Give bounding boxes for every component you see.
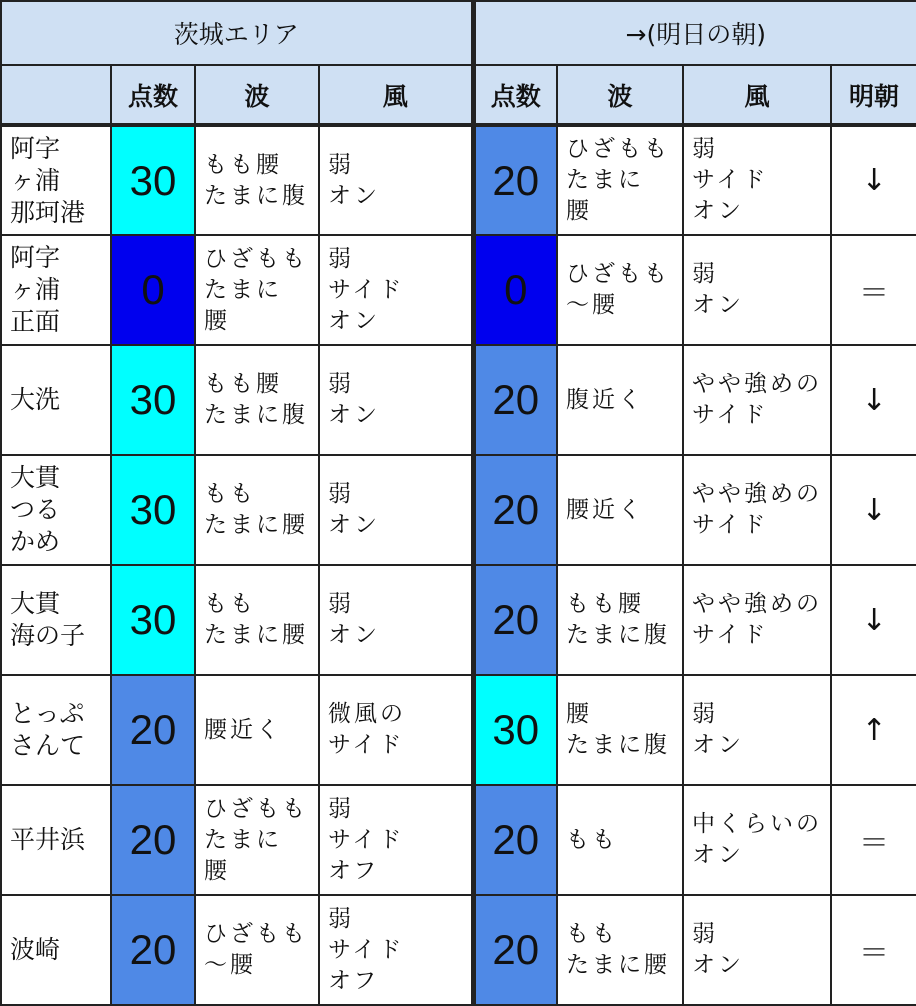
score-tomorrow-cell: 20	[473, 565, 557, 675]
score-cell: 20	[111, 895, 195, 1005]
spot-name: とっぷ さんて	[1, 675, 111, 785]
wind-header: 風	[319, 65, 473, 125]
wind-tomorrow-cell: 弱 オン	[683, 675, 831, 785]
wind-tomorrow-cell: やや強めの サイド	[683, 455, 831, 565]
spot-name: 大貫 海の子	[1, 565, 111, 675]
wind-cell: 弱 オン	[319, 455, 473, 565]
spot-name: 大貫 つる かめ	[1, 455, 111, 565]
wave-tomorrow-cell: ひざもも 〜腰	[557, 235, 683, 345]
table-row	[1, 345, 916, 455]
wind-tomorrow-cell: やや強めの サイド	[683, 345, 831, 455]
score-tomorrow-cell: 0	[473, 235, 557, 345]
wind-tomorrow-cell: 中くらいの オン	[683, 785, 831, 895]
wave-tomorrow-cell: もも	[557, 785, 683, 895]
wave-tomorrow-cell: 腰近く	[557, 455, 683, 565]
score-cell: 0	[111, 235, 195, 345]
wind-tomorrow-cell: 弱 オン	[683, 895, 831, 1005]
trend-header: 明朝	[831, 65, 916, 125]
table-row	[1, 895, 916, 1005]
wind-cell: 弱 サイド オフ	[319, 785, 473, 895]
score-cell: 30	[111, 125, 195, 235]
score-tomorrow-cell: 20	[473, 345, 557, 455]
wave-cell: もも腰 たまに腹	[195, 125, 319, 235]
trend-cell: ↓	[831, 345, 916, 455]
table-row	[1, 785, 916, 895]
wave-cell: ひざもも 〜腰	[195, 895, 319, 1005]
trend-cell: ↓	[831, 455, 916, 565]
wave-cell: ひざもも たまに 腰	[195, 235, 319, 345]
spot-header	[1, 65, 111, 125]
score-tomorrow-cell: 20	[473, 125, 557, 235]
score-cell: 20	[111, 785, 195, 895]
wave-cell: ひざもも たまに 腰	[195, 785, 319, 895]
score-tomorrow-header: 点数	[473, 65, 557, 125]
score-cell: 30	[111, 345, 195, 455]
wave-cell: もも腰 たまに腹	[195, 345, 319, 455]
wave-tomorrow-cell: もも たまに腰	[557, 895, 683, 1005]
table-row	[1, 455, 916, 565]
trend-cell: ＝	[831, 235, 916, 345]
wave-tomorrow-header: 波	[557, 65, 683, 125]
spot-name: 阿字 ヶ浦 那珂港	[1, 125, 111, 235]
wind-cell: 弱 オン	[319, 125, 473, 235]
score-tomorrow-cell: 20	[473, 455, 557, 565]
wind-cell: 弱 オン	[319, 565, 473, 675]
wind-tomorrow-cell: やや強めの サイド	[683, 565, 831, 675]
table-row	[1, 125, 916, 235]
wave-cell: もも たまに腰	[195, 455, 319, 565]
wave-tomorrow-cell: 腰 たまに腹	[557, 675, 683, 785]
wind-cell: 弱 サイド オン	[319, 235, 473, 345]
score-header: 点数	[111, 65, 195, 125]
spot-name: 大洗	[1, 345, 111, 455]
trend-cell: ＝	[831, 785, 916, 895]
wind-tomorrow-cell: 弱 サイド オン	[683, 125, 831, 235]
wind-tomorrow-cell: 弱 オン	[683, 235, 831, 345]
trend-cell: ＝	[831, 895, 916, 1005]
trend-cell: ↓	[831, 565, 916, 675]
score-cell: 30	[111, 565, 195, 675]
table-row	[1, 675, 916, 785]
spot-name: 平井浜	[1, 785, 111, 895]
score-tomorrow-cell: 20	[473, 895, 557, 1005]
trend-cell: ↓	[831, 125, 916, 235]
wave-cell: 腰近く	[195, 675, 319, 785]
table-row	[1, 235, 916, 345]
score-cell: 30	[111, 455, 195, 565]
wave-tomorrow-cell: 腹近く	[557, 345, 683, 455]
area-title: 茨城エリア	[1, 1, 473, 65]
score-cell: 20	[111, 675, 195, 785]
tomorrow-title: →(明日の朝)	[473, 1, 916, 65]
table-row	[1, 565, 916, 675]
trend-cell: ↑	[831, 675, 916, 785]
wave-cell: もも たまに腰	[195, 565, 319, 675]
score-tomorrow-cell: 30	[473, 675, 557, 785]
spot-name: 波崎	[1, 895, 111, 1005]
wind-cell: 弱 オン	[319, 345, 473, 455]
wind-cell: 微風の サイド	[319, 675, 473, 785]
wind-tomorrow-header: 風	[683, 65, 831, 125]
wind-cell: 弱 サイド オフ	[319, 895, 473, 1005]
spot-name: 阿字 ヶ浦 正面	[1, 235, 111, 345]
score-tomorrow-cell: 20	[473, 785, 557, 895]
wave-tomorrow-cell: もも腰 たまに腹	[557, 565, 683, 675]
wave-header: 波	[195, 65, 319, 125]
wave-tomorrow-cell: ひざもも たまに 腰	[557, 125, 683, 235]
